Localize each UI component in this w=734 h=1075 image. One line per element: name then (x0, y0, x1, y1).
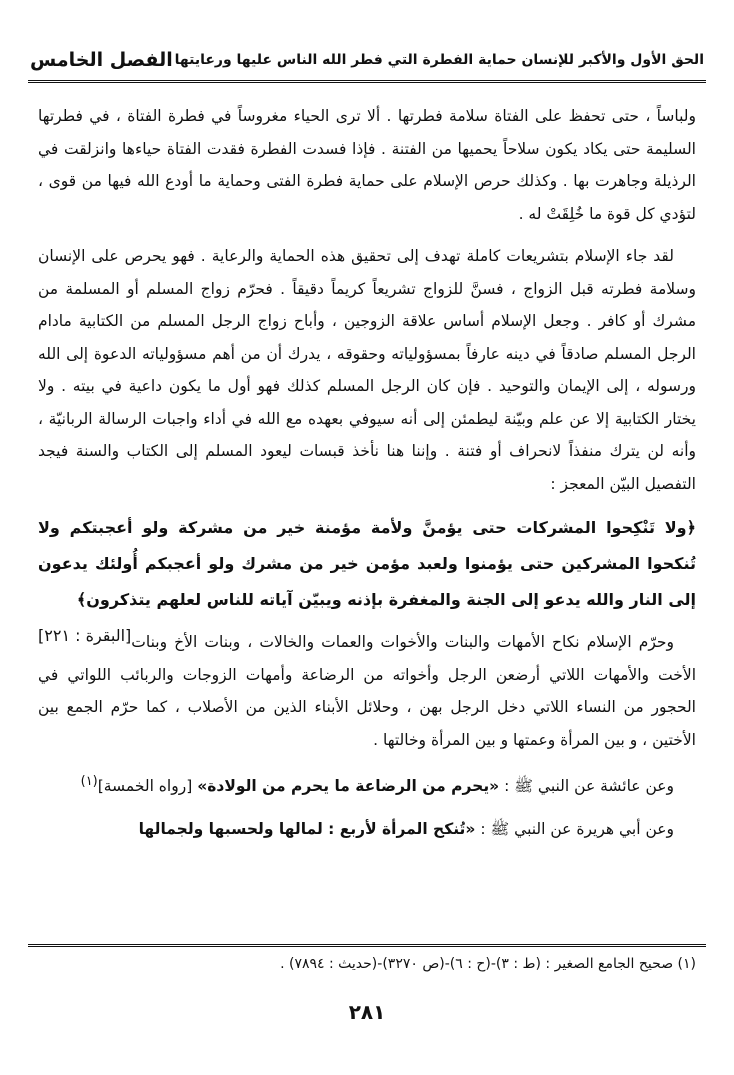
page-body (38, 100, 696, 855)
hadith-1-intro: وعن عائشة عن النبي ﷺ : (504, 777, 674, 796)
hadith-1-quote: «يحرم من الرضاعة ما يحرم من الولادة» (197, 777, 500, 796)
paragraph-3: وحرّم الإسلام نكاح الأمهات والبنات والأخوات والعمات والخالات ، وبنات الأخ وبنات الأخت والأمهات اللاتي أرضعن الرجل وأخواته من الرضاعة وأمهات الزوجات والربائب اللواتي في الحجور من النساء اللاتي دخل الرجل بهن ، وحلائل الأبناء الذين من الأصلاب ، كما حرّم الجمع بين الأختين ، و بين المرأة وعمتها و بين المرأة وخالتها . (38, 633, 696, 749)
quran-verse (38, 510, 696, 645)
header-divider (28, 80, 706, 83)
footnote-divider (28, 944, 706, 947)
hadith-1-reference: [رواه الخمسة] (97, 777, 193, 796)
running-title: الحق الأول والأكبر للإنسان حماية الفطرة التي فطر الله الناس عليها ورعايتها (174, 52, 704, 68)
chapter-title: الفصل الخامس (30, 49, 173, 71)
paragraph-1: ولباساً ، حتى تحفظ على الفتاة سلامة فطرتها . ألا ترى الحياء مغروساً في فطرة الفتاة ، في فطرتها السليمة حتى يكاد يكون سلاحاً يحميها من الفتنة . فإذا فسدت الفطرة فقدت الفتاة حياءها وانزلقت في الرذيلة وجاهرت بها . وكذلك حرص الإسلام على حماية فطرة الفتى وحماية ما أودع الله فيها من قوى ، لتؤدي كل قوة ما خُلِقَتْ له . (38, 107, 696, 223)
page-header (30, 44, 704, 76)
verse-reference: [البقرة : ٢٢١] (38, 626, 132, 645)
hadith-2 (38, 813, 696, 846)
verse-text: ﴿ولا تَنْكِحوا المشركات حتى يؤمنَّ ولأمة مؤمنة خير من مشركة ولو أعجبتكم ولا تُنكحوا المشركين حتى يؤمنوا ولعبد مؤمن خير من مشرك ولو أعجبكم أُولئك يدعون إلى النار والله يدعو إلى الجنة والمغفرة بإذنه ويبيّن آياته للناس لعلهم يتذكرون﴾ (38, 518, 696, 609)
footnote-marker[interactable]: (١) (80, 774, 98, 789)
hadith-2-quote: «تُنكح المرأة لأربع : لمالها ولحسبها ولجمالها (138, 819, 476, 838)
paragraph-2: لقد جاء الإسلام بتشريعات كاملة تهدف إلى تحقيق هذه الحماية والرعاية . فهو يحرص على الإنسان وسلامة فطرته قبل الزواج ، فسنَّ للزواج تشريعاً كريماً دقيقاً . فحرّم زواج المسلم أو المسلمة من مشرك أو كافر . وجعل الإسلام أساس علاقة الزوجين ، وأباح زواج الرجل المسلم من الكتابية مادام الرجل المسلم صادقاً في دينه عارفاً بمسؤولياته وحقوقه ، يدرك أن من أهم مسؤولياته الدعوة إلى الله ورسوله ، إلى الإيمان والتوحيد . فإن كان الرجل المسلم كذلك فهو أول ما يكون داعية في بيته . ولا يختار الكتابية إلا عن علم وبيّنة ليطمئن إلى أنه سيوفي بعهده مع الله في أداء واجبات الرسالة الربانيّة ، وأنه لن يترك منفذاً لانحراف أو فتنة . وإننا هنا نأخذ قبسات ليعود المسلم إلى الكتاب والسنة فيجد التفصيل البيّن المعجز : (38, 247, 696, 493)
hadith-2-intro: وعن أبي هريرة عن النبي ﷺ : (480, 819, 674, 838)
footnote: (١) صحيح الجامع الصغير : (ط : ٣)-(ح : ٦)-(ص ٣٢٧٠)-(حديث : ٧٨٩٤) . (280, 956, 696, 972)
hadith-1 (38, 766, 696, 803)
page-number: ٢٨١ (348, 1000, 386, 1024)
